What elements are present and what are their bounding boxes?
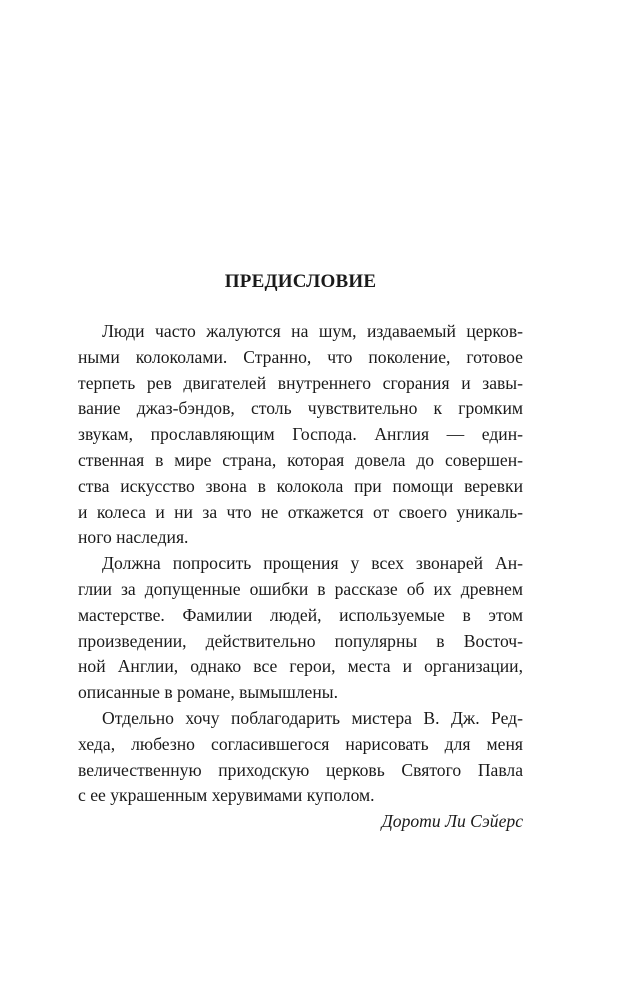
author-signature: Дороти Ли Сэйерс	[381, 811, 523, 831]
text-line: вание джаз-бэндов, столь чувствительно к громким	[78, 398, 523, 419]
page-title: ПРЕДИСЛОВИЕ	[224, 271, 377, 292]
text-line: и колеса и ни за что не откажется от своего уникаль-	[78, 501, 523, 522]
text-line: хеда, любезно согласившегося нарисовать для меня	[78, 733, 523, 754]
preface-text	[78, 319, 523, 809]
text-line: мастерстве. Фамилии людей, используемые в этом	[78, 604, 523, 625]
text-line: глии за допущенные ошибки в рассказе об их древнем	[78, 578, 523, 599]
paragraph-1	[78, 319, 523, 551]
text-line: ства искусство звона в колокола при помощи веревки	[78, 475, 523, 496]
book-page	[78, 0, 523, 1000]
text-line: ной Англии, однако все герои, места и организации,	[78, 656, 523, 677]
text-line: произведении, действительно популярны в Восточ-	[78, 630, 523, 651]
text-line: Люди часто жалуются на шум, издаваемый церков-	[102, 321, 523, 341]
text-line: ными колоколами. Странно, что поколение, готовое	[78, 346, 523, 367]
text-line: терпеть рев двигателей внутреннего сгорания и завы-	[78, 372, 523, 393]
text-line: Отдельно хочу поблагодарить мистера В. Дж. Ред-	[102, 707, 523, 728]
text-line: описанные в романе, вымышлены.	[78, 682, 338, 703]
text-line: ственная в мире страна, которая довела до совершен-	[78, 449, 523, 470]
text-line: ного наследия.	[78, 527, 189, 548]
text-line: с ее украшенным херувимами куполом.	[78, 785, 375, 806]
text-line: Должна попросить прощения у всех звонарей Ан-	[102, 553, 523, 574]
text-line: звукам, прославляющим Господа. Англия — един-	[78, 424, 523, 445]
text-line: величественную приходскую церковь Святого Павла	[78, 759, 523, 780]
paragraph-3	[78, 706, 523, 809]
paragraph-2	[78, 551, 523, 706]
